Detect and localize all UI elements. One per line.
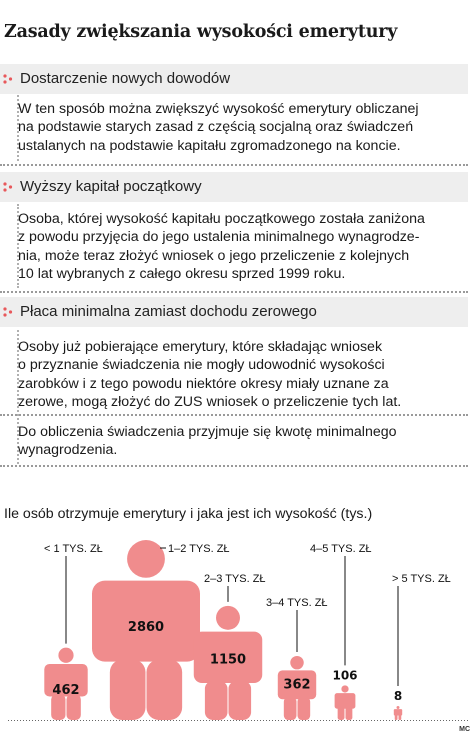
body-line: o przyznanie świadczenia nie mogły udowodnić wysokości [18, 357, 385, 374]
figure-leg [395, 713, 398, 720]
figure-head [290, 656, 303, 669]
section-heading-label: Wyższy kapitał początkowy [20, 178, 202, 195]
category-label: 4–5 TYS. ZŁ [310, 543, 372, 555]
value-label: 2860 [127, 619, 165, 635]
body-line: Osoby już pobierające emerytury, które składając wniosek [18, 339, 383, 355]
figure-leg [346, 707, 353, 720]
figure-mark [335, 685, 356, 720]
section-body-3-extra [18, 423, 448, 460]
category-label: 2–3 TYS. ZŁ [204, 573, 266, 585]
value-label: 106 [332, 668, 358, 683]
page-title: Zasady zwiększania wysokości emerytury [4, 22, 398, 42]
figure-leg [110, 660, 146, 720]
figure-leg [205, 681, 228, 720]
section-heading-label: Płaca minimalna zamiast dochodu zerowego [20, 303, 317, 320]
body-line: z powodu przyjęcia do jego ustalenia minimalnego wynagrodze- [18, 229, 420, 246]
body-line: zerowe, mogą złożyć do ZUS wniosek o przeliczenie tych lat. [18, 393, 402, 410]
body-line: Osoba, której wysokość kapitału początkowego została zaniżona [18, 211, 425, 227]
figure-leg [298, 697, 311, 720]
section-heading-1 [0, 64, 468, 94]
value-label: 462 [52, 683, 80, 699]
body-line: 10 lat wybranych z całego okresu sprzed 1999 roku. [18, 265, 346, 282]
figure-leg [284, 697, 297, 720]
category-label: 3–4 TYS. ZŁ [266, 597, 328, 609]
value-label: 1150 [209, 652, 247, 668]
dots-icon [2, 181, 14, 193]
figure-leg [51, 695, 65, 720]
section-heading-3 [0, 297, 468, 327]
body-line: wynagrodzenia. [18, 442, 118, 459]
figure-head [127, 540, 165, 578]
body-line: na podstawie starych zasad z częścią socjalną oraz świadczeń [18, 119, 414, 136]
body-line: zarobków i z tego powodu niektóre okresy miały uznane za [18, 375, 389, 392]
category-label: > 5 TYS. ZŁ [392, 573, 451, 585]
dots-icon [2, 306, 14, 318]
value-label: 8 [393, 689, 403, 703]
section-body-1 [18, 100, 448, 155]
body-line: Do obliczenia świadczenia przyjmuje się kwotę minimalnego [18, 424, 397, 440]
body-line: W ten sposób można zwiększyć wysokość emerytury obliczanej [18, 101, 419, 117]
credit: MC [459, 726, 470, 733]
figure-head [58, 648, 73, 663]
divider [0, 465, 468, 467]
figure-head [216, 606, 240, 630]
figure-mark [394, 706, 402, 720]
figure-leg [399, 713, 402, 720]
figure-body [335, 693, 356, 709]
figure-leg [67, 695, 81, 720]
dots-icon [2, 73, 14, 85]
category-label: < 1 TYS. ZŁ [44, 543, 103, 555]
figure-head [397, 706, 400, 709]
figure-leg [338, 707, 345, 720]
section-body-3 [18, 338, 448, 411]
value-label: 362 [283, 677, 311, 693]
figure-head [341, 685, 348, 692]
section-heading-2 [0, 172, 468, 202]
figure-leg [229, 681, 252, 720]
pension-chart [0, 528, 476, 738]
chart-title: Ile osób otrzymuje emerytury i jaka jest ich wysokość (tys.) [4, 506, 373, 522]
body-line: ustalanych na podstawie kapitału zgromadzonego na koncie. [18, 137, 401, 154]
section-body-2 [18, 210, 448, 283]
divider [0, 291, 468, 293]
figure-leg [147, 660, 183, 720]
category-label: 1–2 TYS. ZŁ [168, 543, 230, 555]
body-line: nia, może teraz złożyć wniosek o jego przeliczenie z kolejnych [18, 247, 410, 264]
divider [0, 414, 468, 416]
divider [0, 164, 468, 166]
section-heading-label: Dostarczenie nowych dowodów [20, 70, 231, 87]
